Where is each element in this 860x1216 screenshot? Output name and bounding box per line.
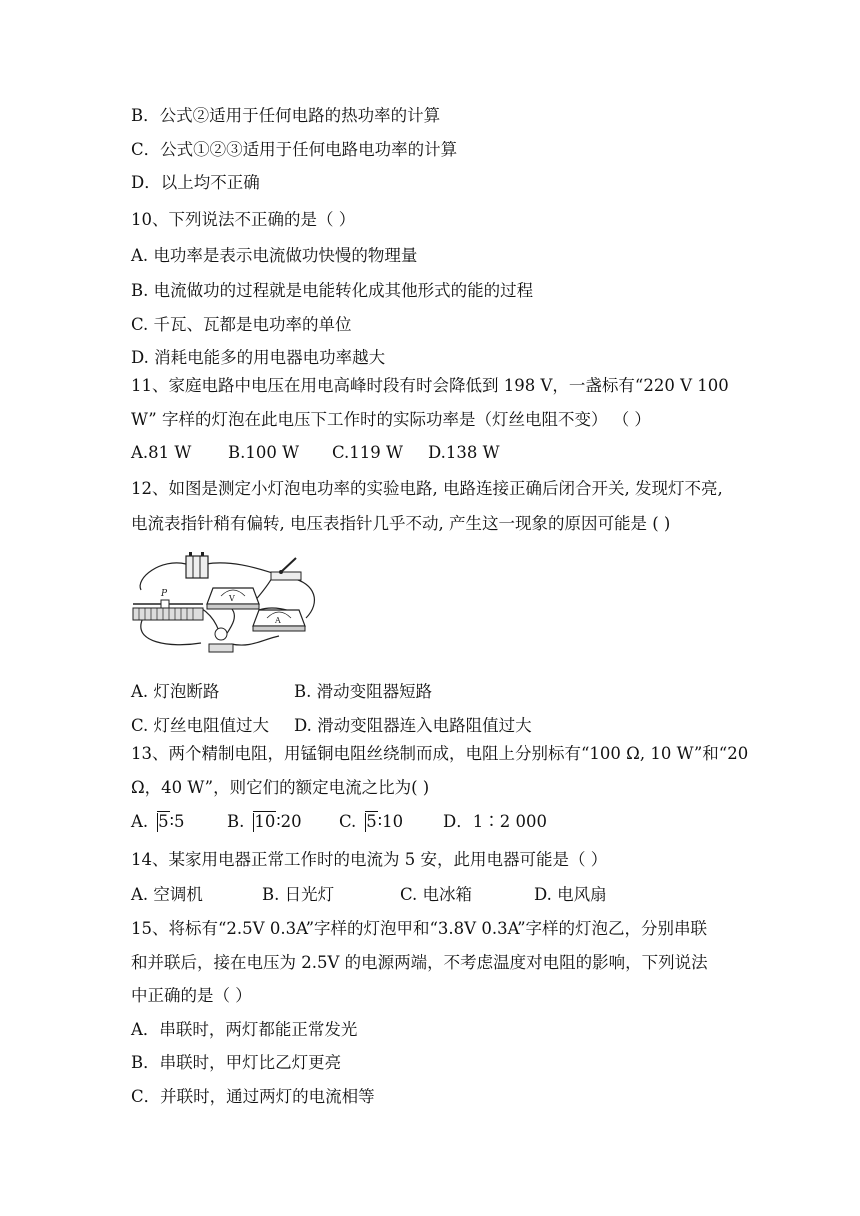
q12-options-row1 [131,682,432,702]
voltmeter-label: V [229,594,235,603]
sqrt-symbol: 5 [148,812,170,832]
q13-option-a: A. 5∶5 [131,812,185,831]
q12-option-c: C. 灯丝电阻值过大 [131,716,270,735]
q11-stem-line2: W” 字样的灯泡在此电压下工作时的实际功率是（灯丝电阻不变） （ ） [131,410,651,429]
q13-option-c: C. 5∶10 [339,812,404,831]
q15-stem-line2: 和并联后，接在电压为 2.5V 的电源两端，不考虑温度对电阻的影响，下列说法 [131,953,708,972]
slider-label: P [161,589,168,599]
q13-options [131,812,547,832]
q10-stem: 10、下列说法不正确的是（ ） [131,210,356,229]
q11-stem-line1: 11、家庭电路中电压在用电高峰时段有时会降低到 198 V，一盏标有“220 V 100 [131,376,729,395]
q12-option-d: D. 滑动变阻器连入电路阻值过大 [294,716,532,735]
q15-option-a: A．串联时，两灯都能正常发光 [131,1020,358,1039]
q11-option-a: A.81 W [131,443,192,462]
q15-option-c: C．并联时，通过两灯的电流相等 [131,1087,375,1106]
q14-option-c: C. 电冰箱 [400,885,473,904]
q11-options [131,443,500,463]
sqrt-symbol: 10 [244,812,276,832]
q9-option-c: C．公式①②③适用于任何电路电功率的计算 [131,140,458,159]
q15-stem-line1: 15、将标有“2.5V 0.3A”字样的灯泡甲和“3.8V 0.3A”字样的灯泡乙，分别串联 [131,919,708,938]
ammeter-label: A [275,616,281,625]
rheostat-icon [133,589,203,620]
q11-option-b: B.100 W [228,443,300,462]
q13-stem-line2: Ω，40 W”，则它们的额定电流之比为( ) [131,778,430,797]
q14-option-a: A. 空调机 [131,885,203,904]
q10-option-d: D. 消耗电能多的用电器电功率越大 [131,348,386,367]
q14-stem: 14、某家用电器正常工作时的电流为 5 安，此用电器可能是（ ） [131,850,608,869]
q9-option-b: B．公式②适用于任何电路的热功率的计算 [131,106,441,125]
ammeter-icon [253,610,305,631]
q10-option-c: C. 千瓦、瓦都是电功率的单位 [131,315,352,334]
q15-stem-line3: 中正确的是（ ） [131,986,252,1005]
q12-stem-line2: 电流表指针稍有偏转, 电压表指针几乎不动, 产生这一现象的原因可能是 ( ) [131,514,671,533]
q9-option-d: D．以上均不正确 [131,173,260,192]
q11-option-d: D.138 W [428,443,500,462]
q14-option-b: B. 日光灯 [262,885,335,904]
switch-icon [271,558,301,580]
q10-option-a: A. 电功率是表示电流做功快慢的物理量 [131,246,418,265]
circuit-diagram [131,548,321,660]
battery-icon [186,552,208,578]
q11-option-c: C.119 W [332,443,403,462]
q14-option-d: D. 电风扇 [534,885,607,904]
q13-option-b: B. 10∶20 [227,812,302,831]
q12-stem-line1: 12、如图是测定小灯泡电功率的实验电路, 电路连接正确后闭合开关, 发现灯不亮, [131,479,723,498]
q14-options [131,885,607,905]
q13-option-d: D．1∶2 000 [443,812,547,831]
q13-stem-line1: 13、两个精制电阻，用锰铜电阻丝绕制而成，电阻上分别标有“100 Ω, 10 W”和“20 [131,744,749,763]
q12-options-row2 [131,716,532,736]
bulb-icon [209,628,233,652]
q12-option-a: A. 灯泡断路 [131,682,220,701]
q10-option-b: B. 电流做功的过程就是电能转化成其他形式的能的过程 [131,281,534,300]
q15-option-b: B．串联时，甲灯比乙灯更亮 [131,1053,342,1072]
q12-option-b: B. 滑动变阻器短路 [294,682,433,701]
sqrt-symbol: 5 [356,812,378,832]
voltmeter-icon [207,588,259,609]
